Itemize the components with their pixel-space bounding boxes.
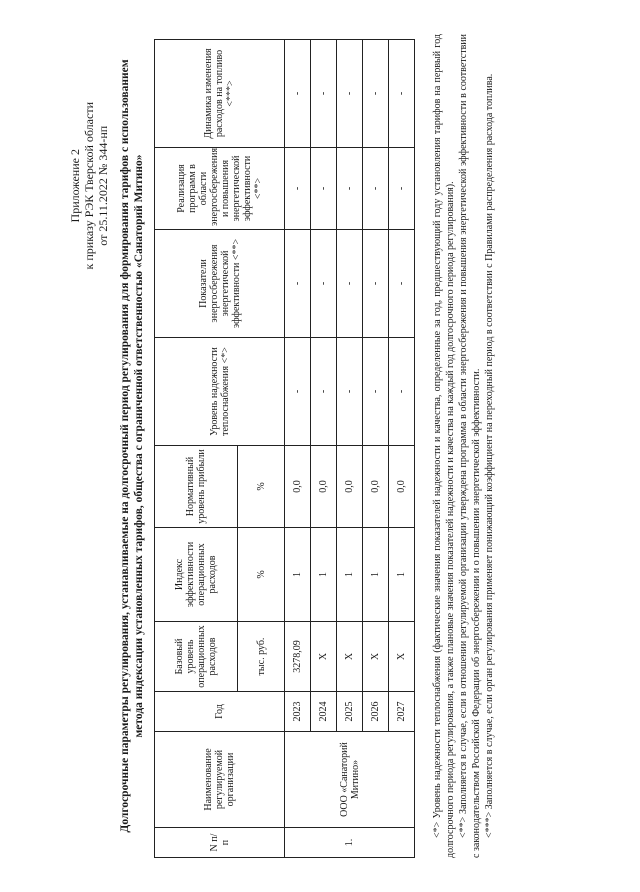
cell-energy: -: [285, 230, 311, 338]
cell-program: -: [363, 148, 389, 230]
header-year: Год: [155, 692, 285, 732]
unit-index: %: [238, 528, 285, 622]
header-base: Базовый уровень операционных расходов: [155, 622, 238, 692]
cell-reliab: -: [389, 338, 415, 446]
cell-base: X: [311, 622, 337, 692]
cell-index: 1: [363, 528, 389, 622]
cell-index: 1: [285, 528, 311, 622]
cell-energy: -: [389, 230, 415, 338]
header-org: Наименование регулируемой организации: [155, 732, 285, 828]
document-page: [60, 16, 580, 876]
header-program: Реализация программ в области энергосбережения и повышения энергетической эффективности <**>: [155, 148, 285, 230]
cell-year: 2027: [389, 692, 415, 732]
unit-base: тыс. руб.: [238, 622, 285, 692]
cell-norm: 0,0: [337, 446, 363, 528]
appendix-line-2: к приказу РЭК Тверской области: [82, 102, 96, 270]
cell-reliab: -: [311, 338, 337, 446]
cell-program: -: [337, 148, 363, 230]
cell-index: 1: [337, 528, 363, 622]
cell-dynamics: -: [285, 40, 311, 148]
cell-dynamics: -: [337, 40, 363, 148]
appendix-block: [68, 102, 110, 269]
organization-name: ООО «Санаторий Митино»: [285, 732, 415, 828]
cell-index: 1: [389, 528, 415, 622]
appendix-line-3: от 25.11.2022 № 344-нп: [96, 125, 110, 246]
header-norm: Нормативный уровень прибыли: [155, 446, 238, 528]
cell-base: X: [363, 622, 389, 692]
cell-index: 1: [311, 528, 337, 622]
footnote-3: <***> Заполняется в случае, если орган регулирования применяет понижающий коэффициент на переходный период в соответствии с Правилами распределения расхода топлива.: [484, 73, 495, 838]
cell-base: X: [389, 622, 415, 692]
cell-program: -: [389, 148, 415, 230]
unit-norm: %: [238, 446, 285, 528]
footnote-1: <*> Уровень надежности теплоснабжения (фактические значения показателей надежности и качества, определенные за год, предшествующий году установления тарифов на первый год долгосрочного периода регулирования, а также плановые значения показателей надежности и качества на каждый год долгосрочного периода регулирования).: [432, 34, 456, 858]
header-num: N п/п: [155, 828, 285, 858]
cell-norm: 0,0: [285, 446, 311, 528]
table-row: [285, 40, 311, 858]
footnote-2: <**> Заполняется в случае, если в отношении регулируемой организации утверждена программа в области энергосбережения и повышения энергетической эффективности в соответствии с законодательством Российской Федерации об энергосбережении и о повышении энергетической эффективности.: [458, 34, 482, 858]
cell-dynamics: -: [363, 40, 389, 148]
cell-dynamics: -: [311, 40, 337, 148]
cell-program: -: [311, 148, 337, 230]
cell-year: 2025: [337, 692, 363, 732]
cell-reliab: -: [285, 338, 311, 446]
cell-program: -: [285, 148, 311, 230]
cell-energy: -: [337, 230, 363, 338]
cell-dynamics: -: [389, 40, 415, 148]
cell-base: X: [337, 622, 363, 692]
header-dynamics: Динамика изменения расходов на топливо <***>: [155, 40, 285, 148]
cell-year: 2023: [285, 692, 311, 732]
title-line-2: метода индексации установленных тарифов, общества с ограниченной ответственностью «Санаторий Митино»: [133, 154, 145, 738]
cell-norm: 0,0: [389, 446, 415, 528]
header-index: Индекс эффективности операционных расходов: [155, 528, 238, 622]
header-reliability: Уровень надежности теплоснабжения <*>: [155, 338, 285, 446]
parameters-table: [154, 39, 415, 858]
footnotes: [432, 34, 498, 858]
cell-year: 2024: [311, 692, 337, 732]
cell-norm: 0,0: [363, 446, 389, 528]
document-title: [118, 34, 146, 858]
appendix-line-1: Приложение 2: [68, 149, 82, 223]
cell-energy: -: [363, 230, 389, 338]
row-number: 1.: [285, 828, 415, 858]
cell-reliab: -: [337, 338, 363, 446]
cell-reliab: -: [363, 338, 389, 446]
header-energy: Показатели энергосбережения энергетической эффективности <**>: [155, 230, 285, 338]
cell-year: 2026: [363, 692, 389, 732]
cell-energy: -: [311, 230, 337, 338]
cell-base: 3278,09: [285, 622, 311, 692]
cell-norm: 0,0: [311, 446, 337, 528]
title-line-1: Долгосрочные параметры регулирования, устанавливаемые на долгосрочный период регулирования для формирования тарифов с использованием: [119, 59, 131, 833]
header-row: [155, 40, 238, 858]
